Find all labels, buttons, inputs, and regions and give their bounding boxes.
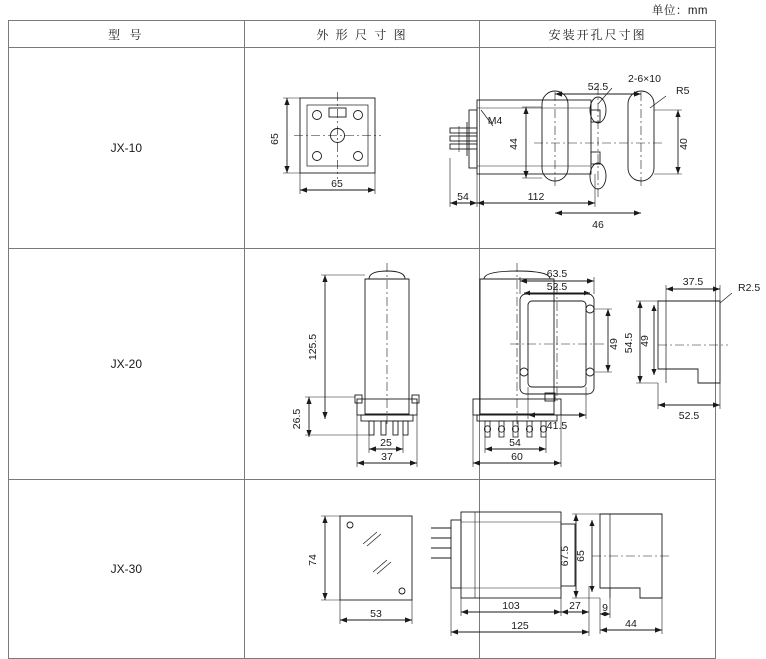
dim-pin-pitch: 25 (379, 437, 392, 449)
dim-cut-w4: 52.5 (679, 410, 700, 422)
dim-depth-b: 112 (527, 191, 545, 203)
table-row (9, 249, 716, 480)
mounting-figure-jx10 (480, 48, 716, 249)
dim-cut-h3: 49 (639, 335, 652, 347)
dim-cut-h: 49 (608, 338, 621, 350)
dim-front-h: 65 (268, 133, 281, 145)
table-row (9, 48, 716, 249)
dim-hole-w: 46 (592, 219, 605, 231)
model-jx20: JX-20 (9, 249, 245, 480)
dim-cut-w1-30: 9 (602, 602, 609, 614)
dim-cut-h2-30: 65 (575, 550, 588, 562)
dim-radius: R5 (676, 85, 690, 97)
unit-note: 单位：mm (651, 5, 708, 17)
dim-screw: M4 (487, 115, 502, 127)
header-model: 型 号 (9, 21, 245, 48)
dim-base-h: 26.5 (290, 408, 303, 430)
dim-side-w2: 60 (510, 451, 523, 463)
jx20-mounting-svg (480, 249, 766, 477)
dim-cut-h2: 54.5 (623, 332, 636, 354)
dim-cut-w2-30: 44 (625, 618, 638, 630)
header-outline: 外 形 尺 寸 图 (244, 21, 480, 48)
table-row (9, 480, 716, 659)
mounting-figure-jx30 (480, 480, 716, 659)
dim-front-w: 65 (330, 178, 343, 190)
dim-hole-spec: 2-6×10 (628, 73, 662, 85)
jx10-mounting-svg (480, 48, 766, 246)
dim-hole-pitch: 52.5 (588, 81, 609, 93)
header-mounting: 安装开孔尺寸图 (480, 21, 716, 48)
dim-total-l: 125 (510, 620, 529, 632)
jx30-mounting-svg (480, 480, 766, 656)
dim-height: 125.5 (306, 333, 319, 361)
dim-front-h30: 74 (306, 554, 319, 566)
dim-front-w30: 53 (369, 608, 382, 620)
dim-cut-w3: 37.5 (683, 276, 704, 288)
dim-hole-h1: 44 (508, 138, 521, 150)
dimension-table (8, 20, 761, 659)
dim-depth-a: 54 (456, 191, 469, 203)
dim-base-w: 37 (380, 451, 393, 463)
dim-body-l: 103 (501, 600, 520, 612)
dim-cut-w: 63.5 (547, 268, 568, 280)
dim-tail-l: 27 (568, 600, 581, 612)
dim-hole-h2: 40 (678, 138, 691, 150)
dim-cut-w2: 41.5 (547, 420, 568, 432)
model-jx30: JX-30 (9, 480, 245, 659)
outline-figure-jx20 (244, 249, 523, 480)
model-jx10: JX-10 (9, 48, 245, 249)
dim-side-w: 54 (508, 437, 521, 449)
table-header-row (9, 21, 716, 48)
dim-cut-h1-30: 67.5 (559, 545, 572, 567)
mounting-figure-jx20 (480, 249, 761, 480)
dim-cut-pitch: 52.5 (547, 281, 568, 293)
dim-radius-r25: R2.5 (738, 282, 761, 294)
